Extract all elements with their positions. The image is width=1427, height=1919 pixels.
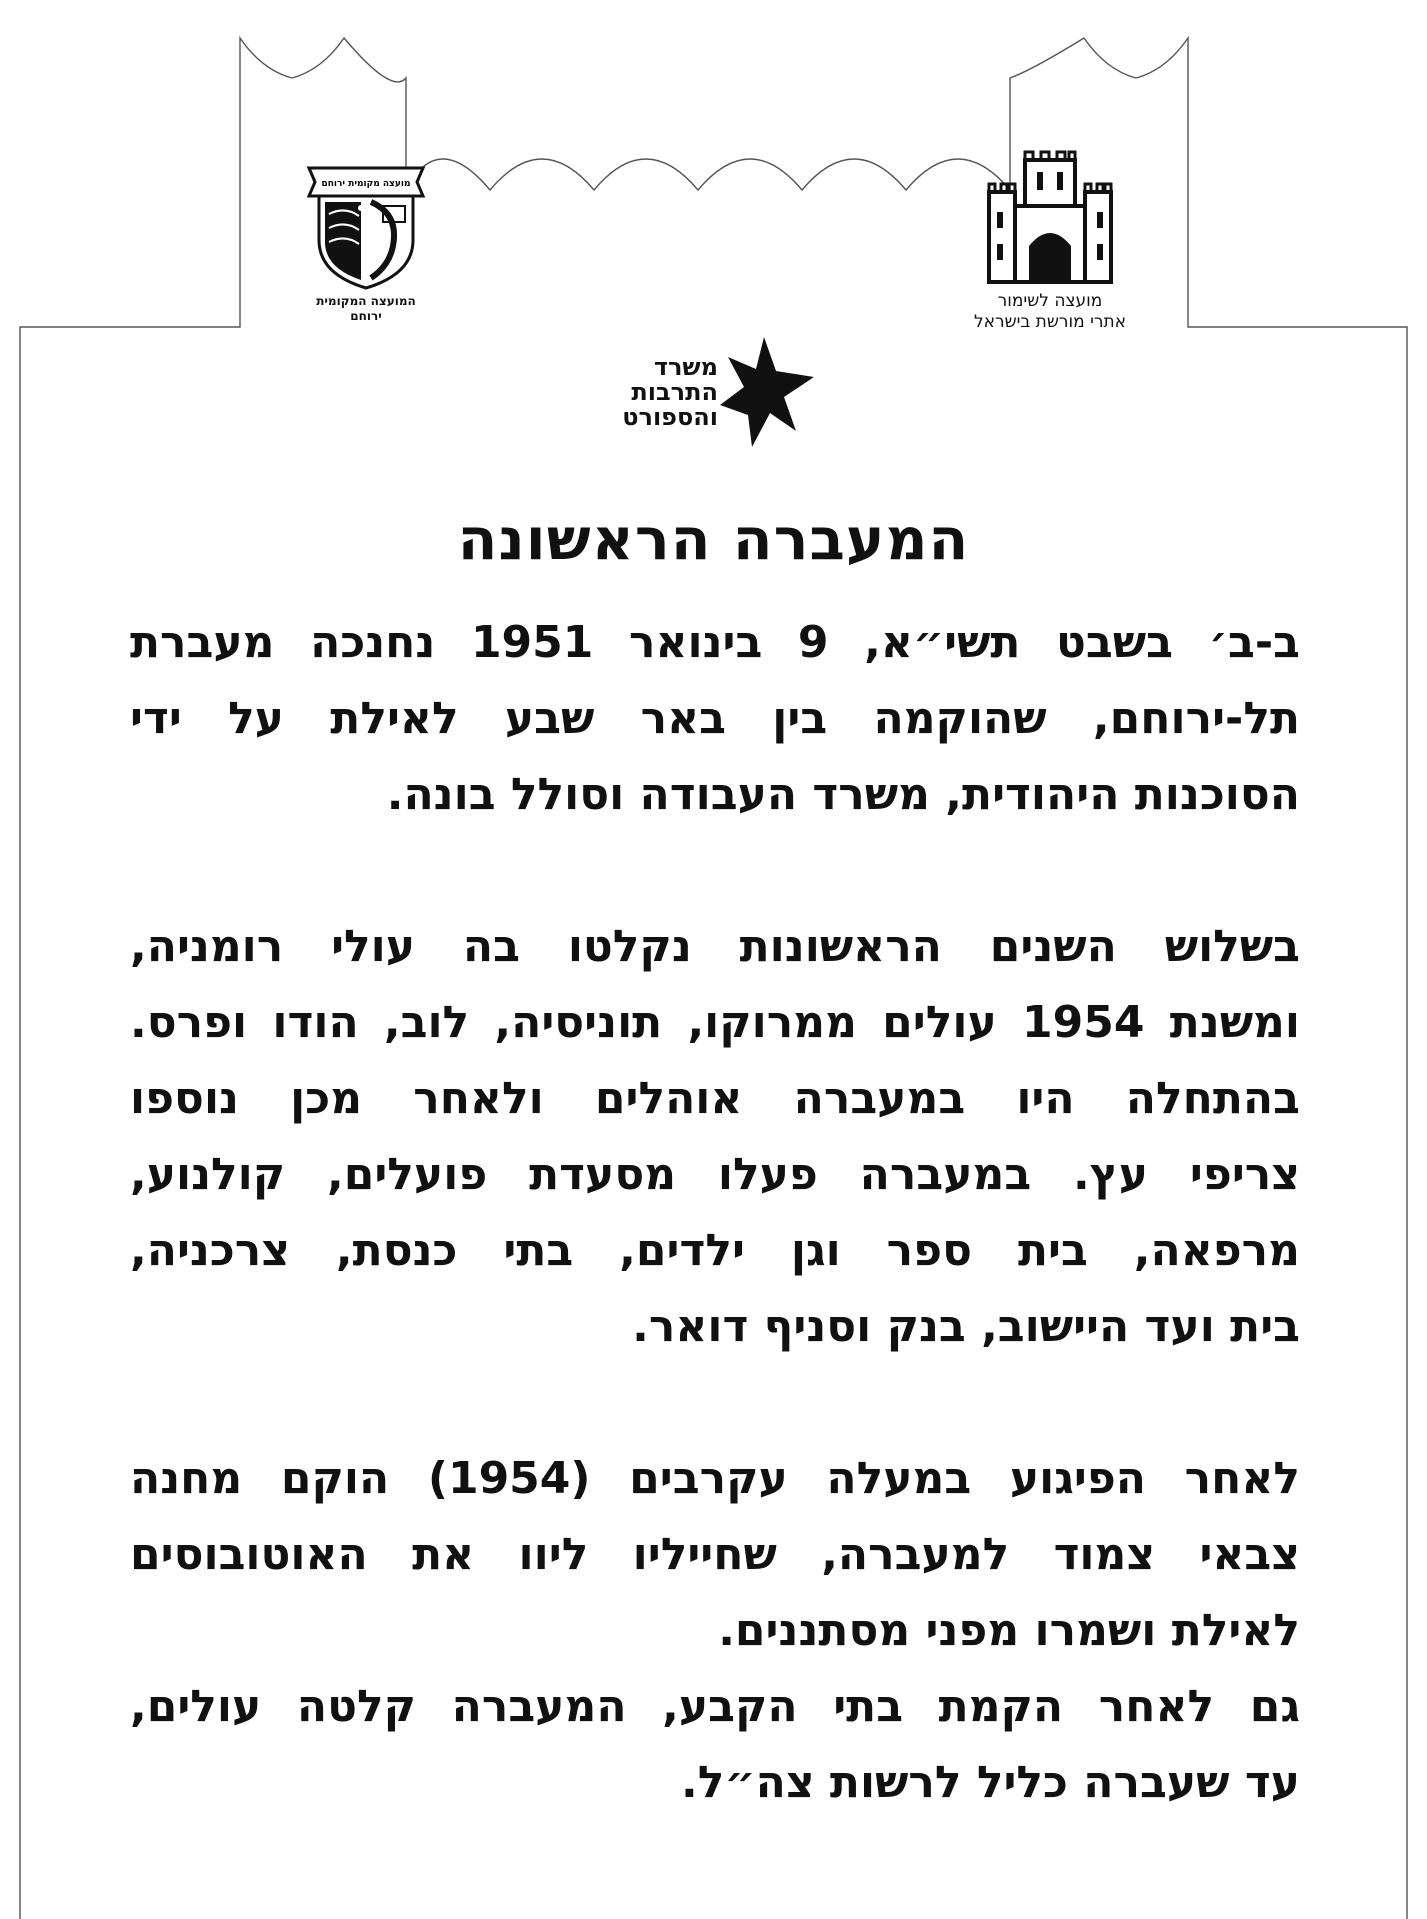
yeruham-caption-line1: המועצה המקומית: [316, 294, 416, 308]
sign-body: [130, 605, 1300, 1821]
heritage-caption-line1: מועצה לשימור: [997, 291, 1103, 311]
paragraph-line: בהתחלה היו במעברה אוהלים ולאחר מכן נוספו: [130, 1073, 1300, 1124]
ministry-line2: התרבות: [631, 378, 718, 407]
paragraph-line: ב-ב׳ בשבט תשי״א, 9 בינואר 1951 נחנכה מעברת: [130, 617, 1300, 668]
paragraph-line: צבאי צמוד למעברה, שחייליו ליוו את האוטובוסים: [130, 1529, 1300, 1580]
paragraph-2: [130, 909, 1300, 1365]
paragraph-line: עד שעברה כליל לרשות צה״ל.: [681, 1757, 1300, 1808]
paragraph-line: ומשנת 1954 עולים ממרוקו, תוניסיה, לוב, הודו ופרס.: [130, 997, 1301, 1048]
paragraph-3: [130, 1441, 1300, 1821]
paragraph-spacer: [130, 833, 1300, 909]
paragraph-line: צריפי עץ. במעברה פעלו מסעדת פועלים, קולנוע,: [130, 1149, 1300, 1200]
heritage-caption-line2: אתרי מורשת בישראל: [973, 312, 1127, 333]
yeruham-council-logo: [296, 162, 436, 324]
yeruham-banner-text: מועצה מקומית ירוחם: [321, 179, 411, 189]
ministry-star-icon: [718, 335, 818, 450]
sign-title: המעברה הראשונה: [457, 505, 970, 573]
paragraph-line: בית ועד היישוב, בנק וסניף דואר.: [632, 1301, 1300, 1352]
paragraph-line: בשלוש השנים הראשונות נקלטו בה עולי רומניה,: [130, 921, 1300, 972]
paragraph-line: לאילת ושמרו מפני מסתננים.: [718, 1605, 1300, 1656]
yeruham-caption-line2: ירוחם: [350, 309, 382, 323]
paragraph-line: לאחר הפיגוע במעלה עקרבים (1954) הוקם מחנה: [130, 1453, 1300, 1504]
ministry-culture-sport-logo: [600, 335, 830, 455]
ministry-line3: והספורט: [622, 403, 718, 432]
paragraph-line: תל-ירוחם, שהוקמה בין באר שבע לאילת על ידי: [130, 693, 1300, 744]
paragraph-line: גם לאחר הקמת בתי הקבע, המעברה קלטה עולים,: [130, 1681, 1300, 1732]
castle-gate-icon: [985, 150, 1115, 285]
paragraph-1: [130, 605, 1300, 833]
paragraph-spacer: [130, 1365, 1300, 1441]
yeruham-shield-icon: [301, 162, 431, 290]
paragraph-line: הסוכנות היהודית, משרד העבודה וסולל בונה.: [386, 769, 1300, 820]
paragraph-line: מרפאה, בית ספר וגן ילדים, בתי כנסת, צרכניה,: [130, 1225, 1300, 1276]
ministry-line1: משרד: [653, 353, 718, 381]
heritage-council-logo: [945, 150, 1155, 334]
